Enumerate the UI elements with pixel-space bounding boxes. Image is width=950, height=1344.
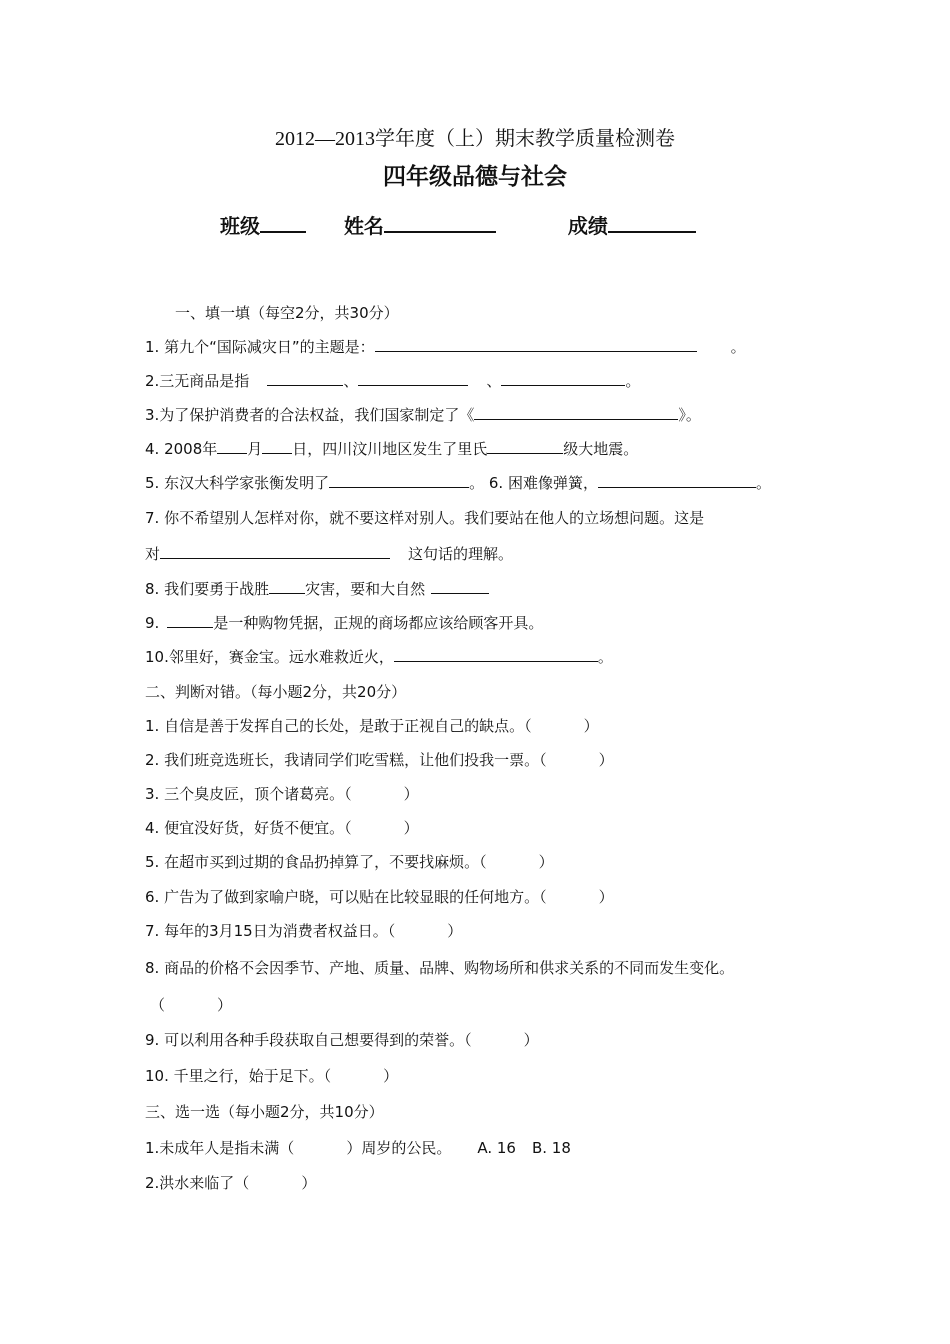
s1-question-1: 1. 第九个“国际减灾日”的主题是： 。 xyxy=(145,338,746,356)
s3-question-2: 2.洪水来临了（ ） xyxy=(145,1174,317,1192)
s1-question-4: 4. 2008年 月 日，四川汶川地区发生了里氏 级大地震。 xyxy=(145,440,639,458)
s1-question-2: 2.三无商品是指 、 、 。 xyxy=(145,372,641,390)
s2-question-1: 1. 自信是善于发挥自己的长处，是敢于正视自己的缺点。（ ） xyxy=(145,717,599,735)
score-label: 成绩 xyxy=(567,214,608,238)
answer-blank[interactable] xyxy=(167,612,213,628)
s2-question-2: 2. 我们班竞选班长，我请同学们吃雪糕，让他们投我一票。（ ） xyxy=(145,751,614,769)
option-b[interactable]: B. 18 xyxy=(531,1139,571,1157)
answer-blank[interactable] xyxy=(501,370,625,386)
section1-heading: 一、填一填（每空2分，共30分） xyxy=(175,304,399,322)
s2-question-8: 8. 商品的价格不会因季节、产地、质量、品牌、购物场所和供求关系的不同而发生变化。 xyxy=(145,959,735,977)
answer-blank[interactable] xyxy=(269,578,305,594)
section3-heading: 三、选一选（每小题2分，共10分） xyxy=(145,1103,384,1121)
s1-question-7-cont: 对 这句话的理解。 xyxy=(145,545,514,563)
s2-question-5: 5. 在超市买到过期的食品扔掉算了，不要找麻烦。（ ） xyxy=(145,853,554,871)
answer-blank[interactable] xyxy=(160,543,390,559)
s2-question-10: 10. 千里之行，始于足下。（ ） xyxy=(145,1067,399,1085)
s1-question-8: 8. 我们要勇于战胜 灾害，要和大自然 xyxy=(145,578,489,599)
exam-subtitle: 四年级品德与社会 xyxy=(383,164,567,190)
section2-heading: 二、判断对错。（每小题2分，共20分） xyxy=(145,683,407,701)
answer-blank[interactable] xyxy=(431,578,489,594)
s1-question-3: 3.为了保护消费者的合法权益，我们国家制定了《 》。 xyxy=(145,406,701,424)
s2-question-3: 3. 三个臭皮匠，顶个诸葛亮。（ ） xyxy=(145,785,419,803)
s1-question-5-6: 5. 东汉大科学家张衡发明了 。 6. 困难像弹簧， 。 xyxy=(145,474,771,492)
name-blank[interactable] xyxy=(384,211,496,233)
option-a[interactable]: A. 16 xyxy=(477,1139,516,1157)
answer-blank[interactable] xyxy=(329,472,469,488)
answer-blank[interactable] xyxy=(375,336,697,352)
s2-question-4: 4. 便宜没好货，好货不便宜。（ ） xyxy=(145,819,419,837)
s3-question-1: 1.未成年人是指未满（ ）周岁的公民。 A. 16 B. 18 xyxy=(145,1139,571,1157)
answer-blank[interactable] xyxy=(487,438,563,454)
answer-blank[interactable] xyxy=(358,370,468,386)
s2-question-7: 7. 每年的3月15日为消费者权益日。（ ） xyxy=(145,922,463,940)
exam-title: 2012—2013学年度（上）期末教学质量检测卷 xyxy=(275,128,675,150)
s2-question-9: 9. 可以利用各种手段获取自己想要得到的荣誉。（ ） xyxy=(145,1031,539,1049)
answer-blank[interactable] xyxy=(394,646,598,662)
answer-blank[interactable] xyxy=(598,472,756,488)
s2-question-6: 6. 广告为了做到家喻户晓，可以贴在比较显眼的任何地方。（ ） xyxy=(145,888,614,906)
student-info-row xyxy=(220,210,696,239)
s1-question-10: 10.邻里好，赛金宝。远水难救近火， 。 xyxy=(145,648,613,666)
s1-question-7: 7. 你不希望别人怎样对你，就不要这样对别人。我们要站在他人的立场想问题。这是 xyxy=(145,509,705,527)
answer-blank[interactable] xyxy=(262,438,292,454)
s1-question-9: 9. 是一种购物凭据，正规的商场都应该给顾客开具。 xyxy=(145,614,544,632)
name-label: 姓名 xyxy=(343,214,384,238)
answer-blank[interactable] xyxy=(217,438,247,454)
class-blank[interactable] xyxy=(260,211,306,233)
class-label: 班级 xyxy=(220,214,260,238)
answer-blank[interactable] xyxy=(267,370,343,386)
answer-blank[interactable] xyxy=(474,404,678,420)
s2-question-8-answer: （ ） xyxy=(150,996,233,1014)
score-blank[interactable] xyxy=(608,211,696,233)
